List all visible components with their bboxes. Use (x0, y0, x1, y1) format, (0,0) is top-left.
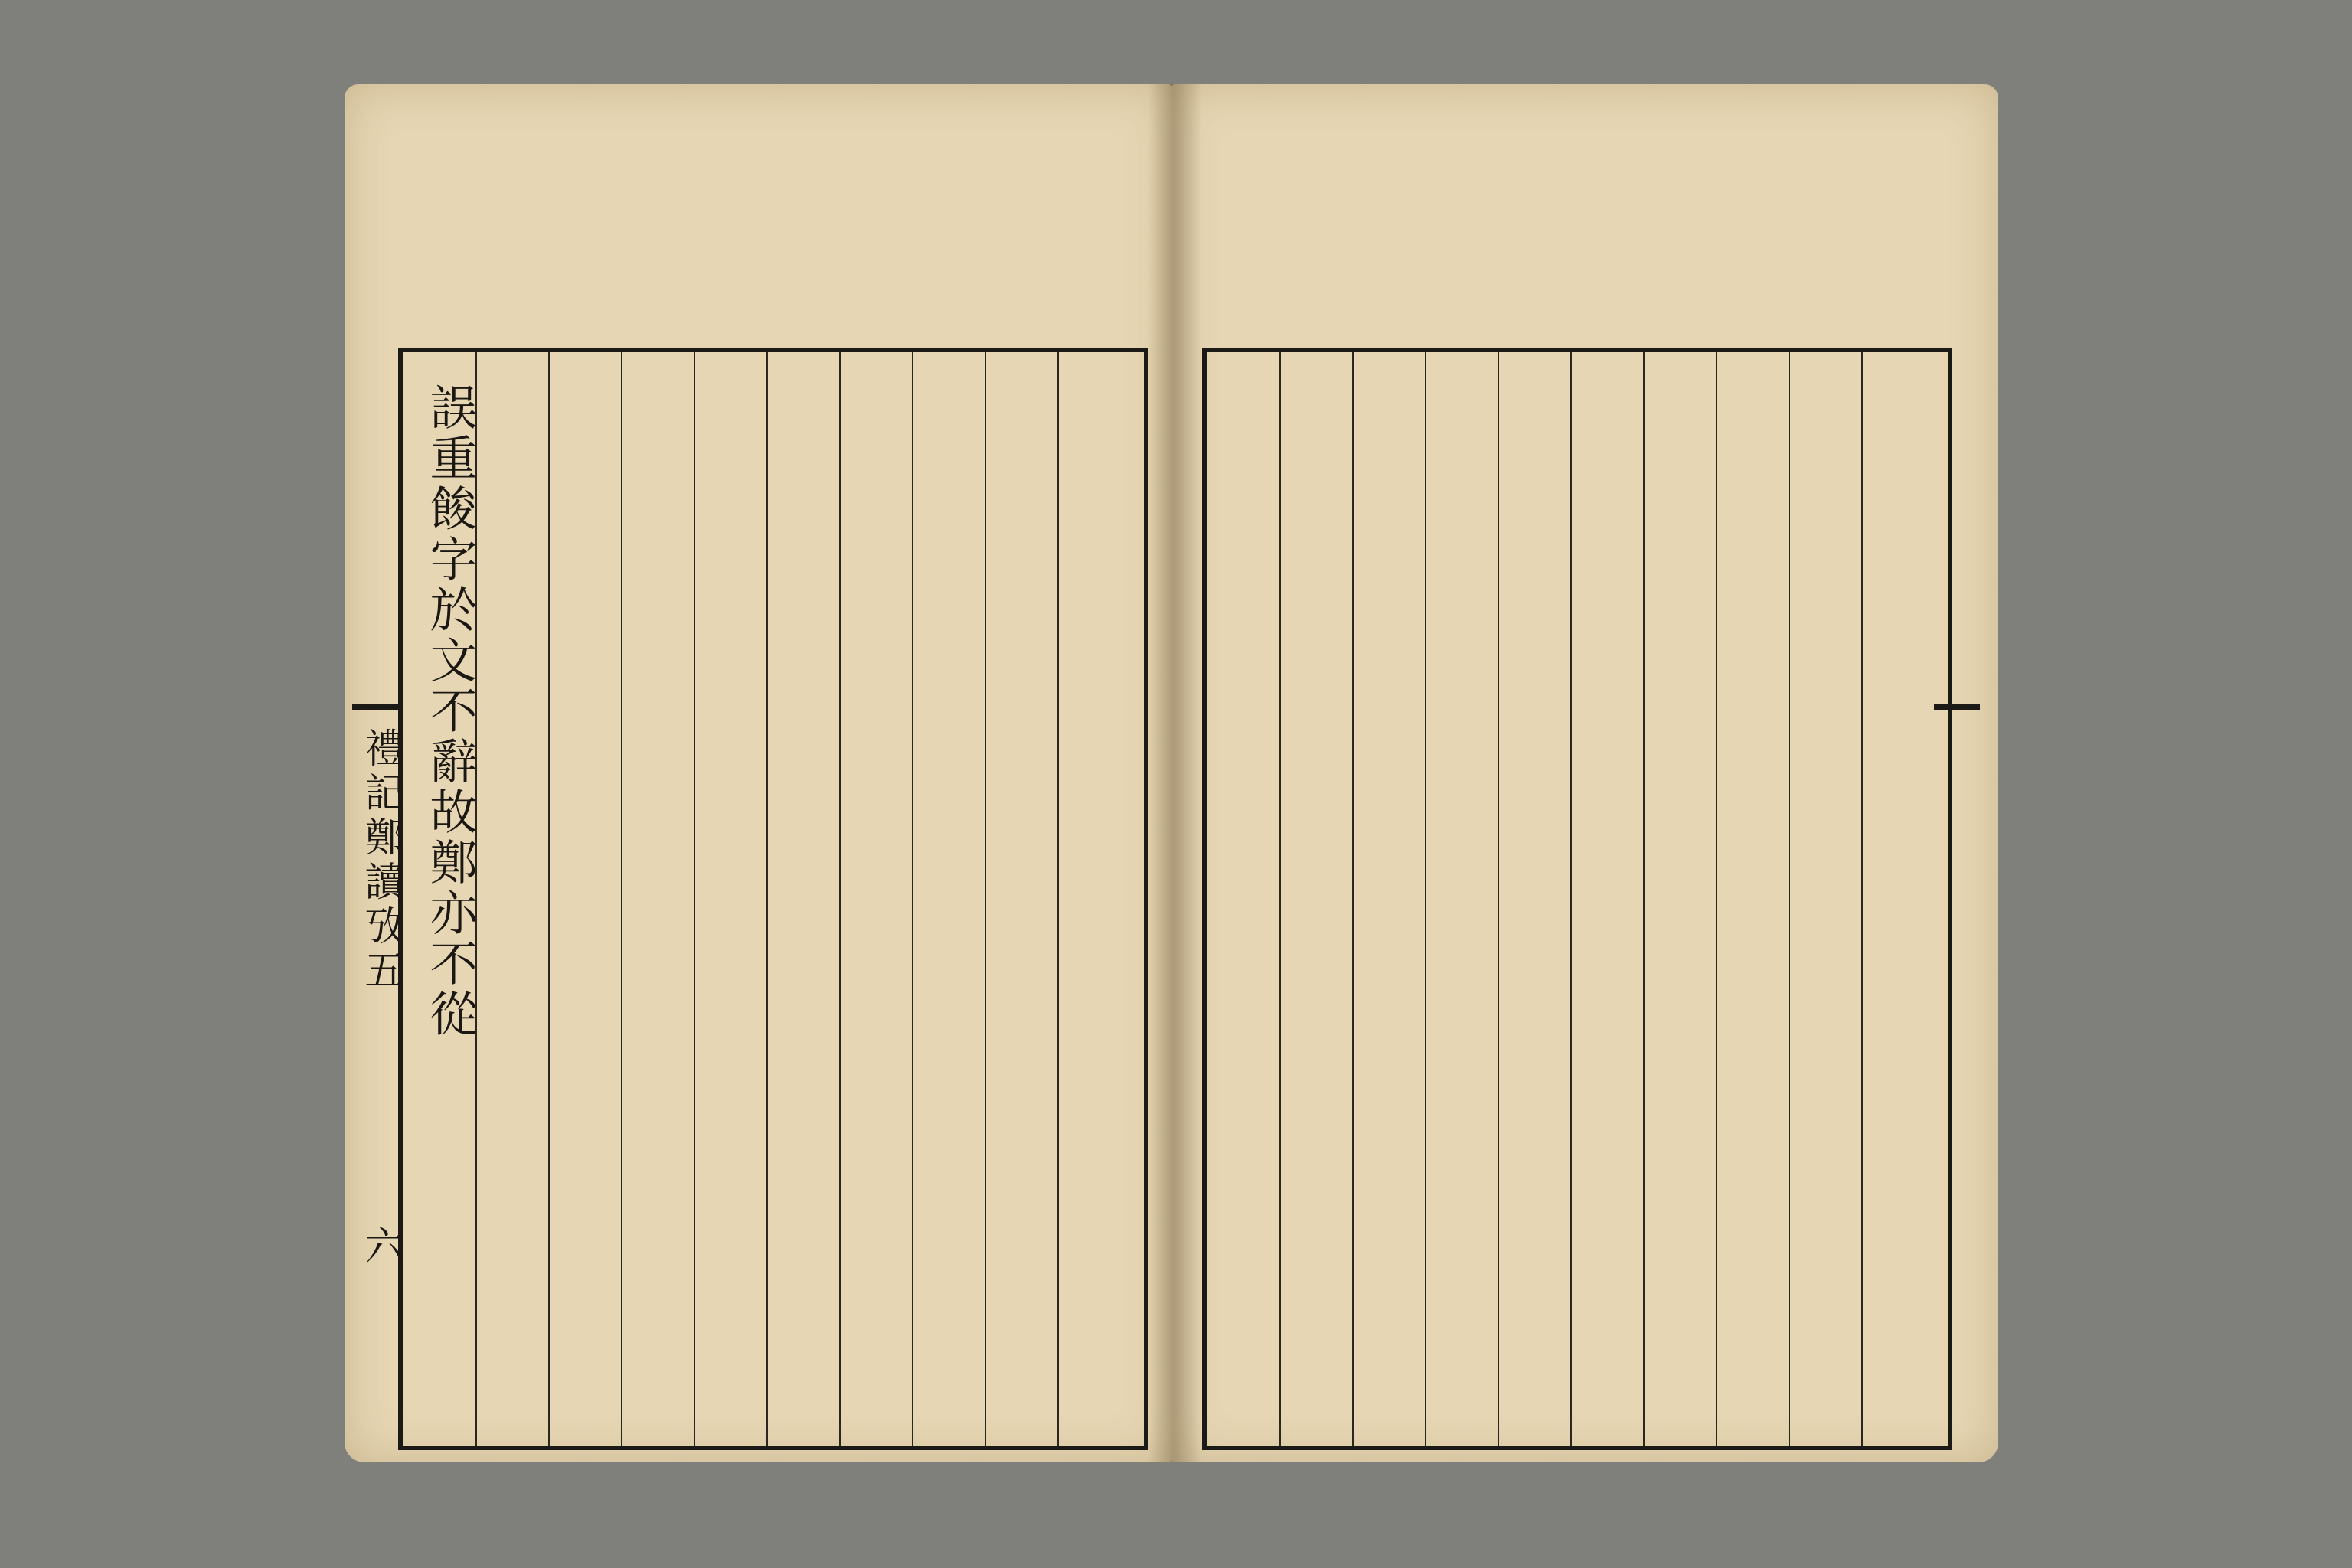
left-folio: 六 (358, 1225, 403, 1265)
left-fold-mark (352, 704, 398, 710)
left-column-10: 誤重餕字於文不辭故鄭亦不從 (422, 383, 478, 1040)
right-fold-mark (1934, 704, 1980, 710)
right-text-frame (1202, 348, 1952, 1450)
left-fold-section: 禮記鄭讀攷五 (358, 727, 403, 994)
left-text-frame (398, 348, 1148, 1450)
book-gutter (1148, 84, 1202, 1462)
open-book (337, 84, 2006, 1478)
